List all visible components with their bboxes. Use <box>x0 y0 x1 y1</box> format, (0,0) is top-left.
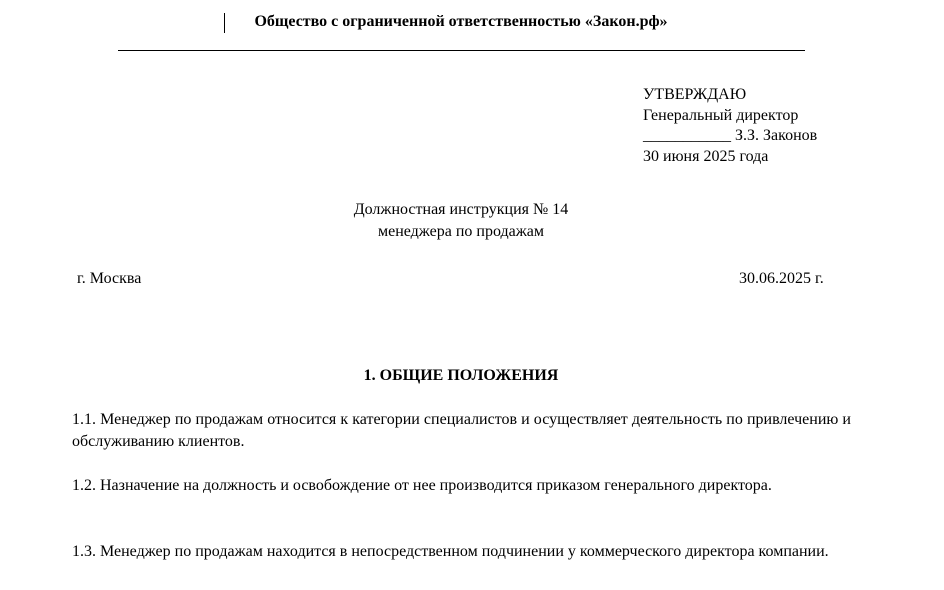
approval-date: 30 июня 2025 года <box>643 147 769 165</box>
document-date: 30.06.2025 г. <box>739 270 824 287</box>
paragraph-1-3: 1.3. Менеджер по продажам находится в непосредственном подчинении у коммерческого директора компании. <box>72 543 829 560</box>
document-city: г. Москва <box>77 270 142 287</box>
organization-title: Общество с ограниченной ответственностью «Закон.рф» <box>254 13 668 30</box>
approval-block <box>643 85 817 167</box>
document-title <box>0 199 922 243</box>
approval-signature-line: ___________ З.З. Законов <box>643 127 818 144</box>
document-title-line-1: Должностная инструкция № 14 <box>353 201 569 218</box>
document-title-line-2: менеджера по продажам <box>377 223 545 240</box>
paragraph-1-1: 1.1. Менеджер по продажам относится к категории специалистов и осуществляет деятельность по привлечению и обслуживанию клиентов. <box>72 411 851 450</box>
section-heading: 1. ОБЩИЕ ПОЛОЖЕНИЯ <box>363 367 559 384</box>
paragraph-1-2: 1.2. Назначение на должность и освобождение от нее производится приказом генерального директора. <box>72 477 772 494</box>
approval-stamp: УТВЕРЖДАЮ <box>643 86 747 103</box>
organization-underline <box>118 50 805 51</box>
approval-position: Генеральный директор <box>643 106 799 124</box>
text-cursor <box>224 13 225 33</box>
